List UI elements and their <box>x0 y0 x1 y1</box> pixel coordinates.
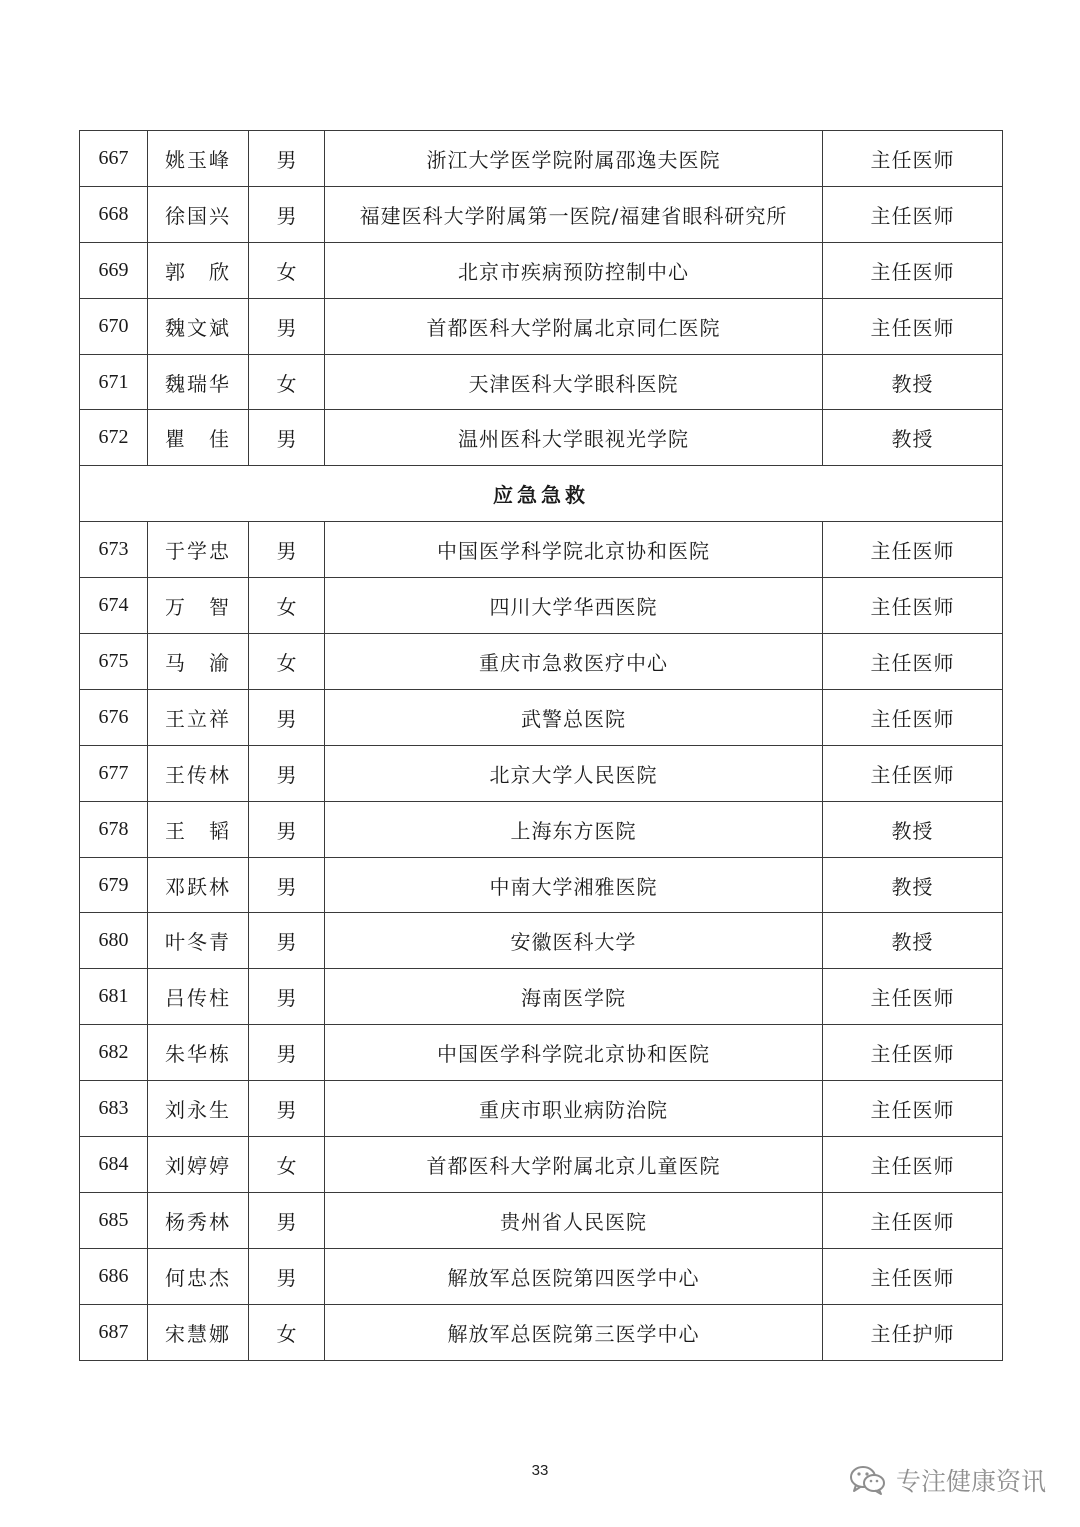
title-cell: 教授 <box>823 354 1003 410</box>
name-cell: 朱华栋 <box>148 1025 249 1081</box>
table-row <box>80 578 1003 634</box>
institution-cell: 中国医学科学院北京协和医院 <box>325 522 823 578</box>
gender-cell: 男 <box>249 801 325 857</box>
row-number-cell: 668 <box>80 186 148 242</box>
institution-cell: 首都医科大学附属北京儿童医院 <box>325 1137 823 1193</box>
name-cell: 万 智 <box>148 578 249 634</box>
table-row <box>80 522 1003 578</box>
name-cell: 徐国兴 <box>148 186 249 242</box>
institution-cell: 中南大学湘雅医院 <box>325 857 823 913</box>
table-row <box>80 410 1003 466</box>
institution-cell: 首都医科大学附属北京同仁医院 <box>325 298 823 354</box>
title-cell: 主任医师 <box>823 522 1003 578</box>
gender-cell: 男 <box>249 913 325 969</box>
name-cell: 魏文斌 <box>148 298 249 354</box>
row-number-cell: 684 <box>80 1137 148 1193</box>
row-number-cell: 672 <box>80 410 148 466</box>
row-number-cell: 671 <box>80 354 148 410</box>
name-cell: 魏瑞华 <box>148 354 249 410</box>
institution-cell: 北京大学人民医院 <box>325 745 823 801</box>
watermark <box>848 1460 1046 1500</box>
row-number-cell: 682 <box>80 1025 148 1081</box>
gender-cell: 女 <box>249 354 325 410</box>
roster-body <box>80 131 1003 1361</box>
name-cell: 吕传柱 <box>148 969 249 1025</box>
name-cell: 郭 欣 <box>148 242 249 298</box>
name-cell: 刘婷婷 <box>148 1137 249 1193</box>
title-cell: 主任医师 <box>823 969 1003 1025</box>
table-row <box>80 857 1003 913</box>
title-cell: 主任医师 <box>823 298 1003 354</box>
table-row <box>80 1248 1003 1304</box>
gender-cell: 男 <box>249 969 325 1025</box>
section-header-row <box>80 466 1003 522</box>
name-cell: 王立祥 <box>148 689 249 745</box>
title-cell: 主任医师 <box>823 689 1003 745</box>
title-cell: 主任医师 <box>823 634 1003 690</box>
title-cell: 教授 <box>823 801 1003 857</box>
title-cell: 主任医师 <box>823 1081 1003 1137</box>
name-cell: 叶冬青 <box>148 913 249 969</box>
table-row <box>80 1192 1003 1248</box>
table-row <box>80 913 1003 969</box>
institution-cell: 中国医学科学院北京协和医院 <box>325 1025 823 1081</box>
row-number-cell: 669 <box>80 242 148 298</box>
table-row <box>80 131 1003 187</box>
row-number-cell: 677 <box>80 745 148 801</box>
gender-cell: 男 <box>249 131 325 187</box>
institution-cell: 浙江大学医学院附属邵逸夫医院 <box>325 131 823 187</box>
name-cell: 马 渝 <box>148 634 249 690</box>
name-cell: 宋慧娜 <box>148 1304 249 1360</box>
row-number-cell: 676 <box>80 689 148 745</box>
title-cell: 主任护师 <box>823 1304 1003 1360</box>
gender-cell: 男 <box>249 522 325 578</box>
table-row <box>80 1304 1003 1360</box>
row-number-cell: 686 <box>80 1248 148 1304</box>
institution-cell: 福建医科大学附属第一医院/福建省眼科研究所 <box>325 186 823 242</box>
gender-cell: 男 <box>249 186 325 242</box>
institution-cell: 武警总医院 <box>325 689 823 745</box>
row-number-cell: 683 <box>80 1081 148 1137</box>
expert-roster-table <box>79 130 1003 1361</box>
title-cell: 教授 <box>823 857 1003 913</box>
table-row <box>80 969 1003 1025</box>
watermark-text: 专注健康资讯 <box>895 1467 1046 1496</box>
institution-cell: 上海东方医院 <box>325 801 823 857</box>
gender-cell: 男 <box>249 1192 325 1248</box>
name-cell: 杨秀林 <box>148 1192 249 1248</box>
table-row <box>80 745 1003 801</box>
gender-cell: 男 <box>249 689 325 745</box>
title-cell: 主任医师 <box>823 131 1003 187</box>
table-row <box>80 298 1003 354</box>
institution-cell: 北京市疾病预防控制中心 <box>325 242 823 298</box>
title-cell: 主任医师 <box>823 1025 1003 1081</box>
wechat-icon <box>848 1463 888 1497</box>
gender-cell: 女 <box>249 1137 325 1193</box>
title-cell: 主任医师 <box>823 1248 1003 1304</box>
table-row <box>80 1081 1003 1137</box>
title-cell: 主任医师 <box>823 1137 1003 1193</box>
page-number: 33 <box>531 1462 549 1479</box>
institution-cell: 解放军总医院第四医学中心 <box>325 1248 823 1304</box>
institution-cell: 海南医学院 <box>325 969 823 1025</box>
institution-cell: 安徽医科大学 <box>325 913 823 969</box>
name-cell: 何忠杰 <box>148 1248 249 1304</box>
row-number-cell: 673 <box>80 522 148 578</box>
row-number-cell: 685 <box>80 1192 148 1248</box>
row-number-cell: 674 <box>80 578 148 634</box>
title-cell: 教授 <box>823 913 1003 969</box>
gender-cell: 男 <box>249 745 325 801</box>
name-cell: 王传林 <box>148 745 249 801</box>
institution-cell: 重庆市急救医疗中心 <box>325 634 823 690</box>
title-cell: 主任医师 <box>823 1192 1003 1248</box>
name-cell: 瞿 佳 <box>148 410 249 466</box>
table-row <box>80 1137 1003 1193</box>
gender-cell: 女 <box>249 242 325 298</box>
table-row <box>80 354 1003 410</box>
table-row <box>80 1025 1003 1081</box>
gender-cell: 女 <box>249 634 325 690</box>
name-cell: 于学忠 <box>148 522 249 578</box>
title-cell: 主任医师 <box>823 745 1003 801</box>
gender-cell: 男 <box>249 298 325 354</box>
row-number-cell: 667 <box>80 131 148 187</box>
gender-cell: 女 <box>249 1304 325 1360</box>
table-row <box>80 689 1003 745</box>
title-cell: 主任医师 <box>823 242 1003 298</box>
gender-cell: 男 <box>249 1025 325 1081</box>
row-number-cell: 687 <box>80 1304 148 1360</box>
section-title: 应急急救 <box>80 466 1003 522</box>
row-number-cell: 681 <box>80 969 148 1025</box>
institution-cell: 解放军总医院第三医学中心 <box>325 1304 823 1360</box>
title-cell: 主任医师 <box>823 186 1003 242</box>
institution-cell: 贵州省人民医院 <box>325 1192 823 1248</box>
title-cell: 主任医师 <box>823 578 1003 634</box>
gender-cell: 女 <box>249 578 325 634</box>
title-cell: 教授 <box>823 410 1003 466</box>
gender-cell: 男 <box>249 410 325 466</box>
row-number-cell: 679 <box>80 857 148 913</box>
name-cell: 刘永生 <box>148 1081 249 1137</box>
row-number-cell: 675 <box>80 634 148 690</box>
table-row <box>80 186 1003 242</box>
institution-cell: 重庆市职业病防治院 <box>325 1081 823 1137</box>
row-number-cell: 670 <box>80 298 148 354</box>
gender-cell: 男 <box>249 1248 325 1304</box>
table-row <box>80 634 1003 690</box>
gender-cell: 男 <box>249 857 325 913</box>
name-cell: 王 韬 <box>148 801 249 857</box>
institution-cell: 温州医科大学眼视光学院 <box>325 410 823 466</box>
name-cell: 姚玉峰 <box>148 131 249 187</box>
institution-cell: 天津医科大学眼科医院 <box>325 354 823 410</box>
name-cell: 邓跃林 <box>148 857 249 913</box>
row-number-cell: 678 <box>80 801 148 857</box>
row-number-cell: 680 <box>80 913 148 969</box>
table-row <box>80 242 1003 298</box>
institution-cell: 四川大学华西医院 <box>325 578 823 634</box>
gender-cell: 男 <box>249 1081 325 1137</box>
table-row <box>80 801 1003 857</box>
